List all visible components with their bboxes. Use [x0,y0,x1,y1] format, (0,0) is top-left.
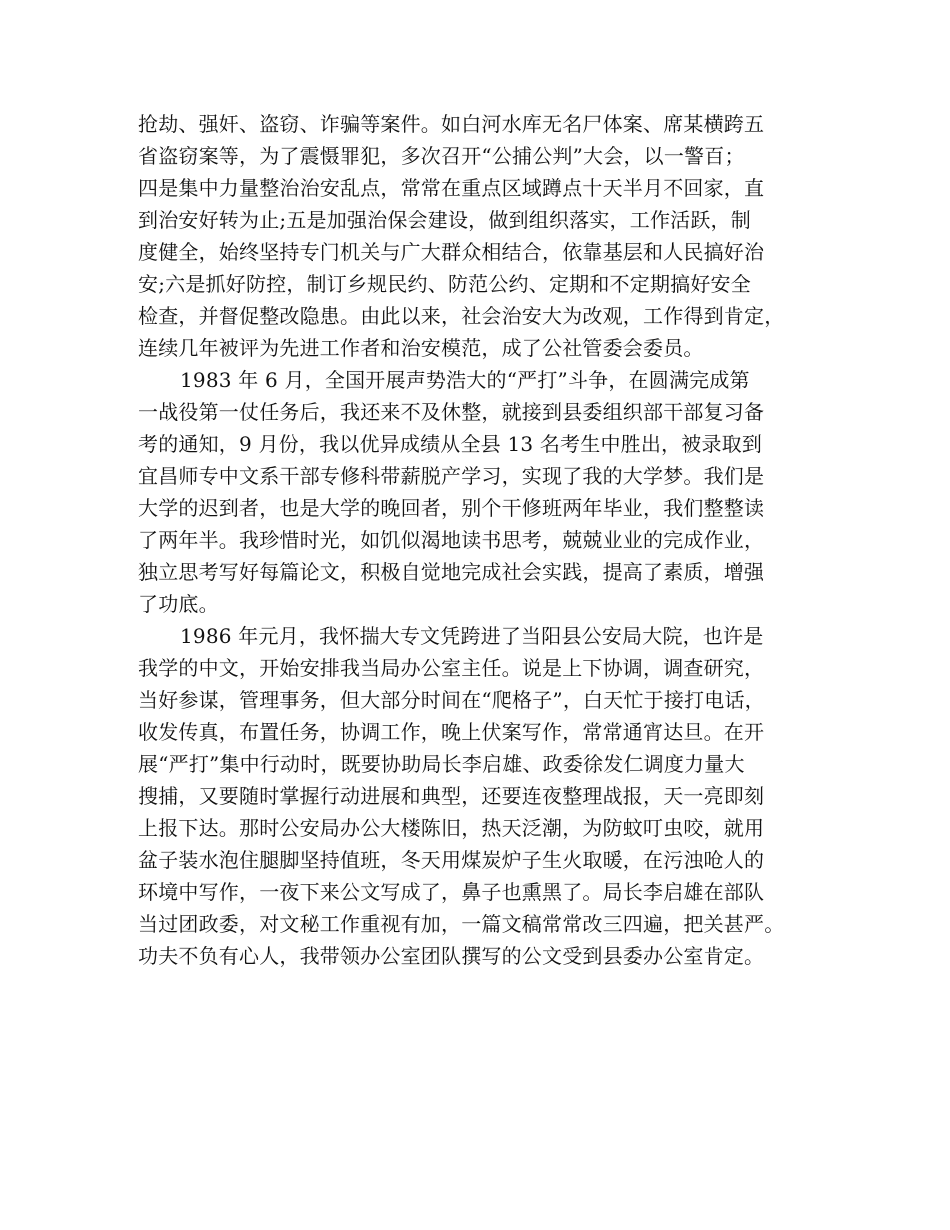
text-line: 当过团政委，对文秘工作重视有加，一篇文稿常常改三四遍，把关甚严。 [138,912,785,936]
text-line: 了功底。 [138,592,219,616]
text-line: 连续几年被评为先进工作者和治安模范，成了公社管委会委员。 [138,336,704,360]
text-line: 安;六是抓好防控，制订乡规民约、防范公约、定期和不定期搞好安全 [138,272,751,296]
text-line: 了两年半。我珍惜时光，如饥似渴地读书思考，兢兢业业的完成作业， [138,528,765,552]
text-line: 四是集中力量整治治安乱点，常常在重点区域蹲点十天半月不回家，直 [138,176,765,200]
paragraph [138,620,838,972]
text-line: 一战役第一仗任务后，我还来不及休整，就接到县委组织部干部复习备 [138,400,765,424]
paragraph [138,108,838,364]
text-line: 环境中写作，一夜下来公文写成了，鼻子也熏黑了。局长李启雄在部队 [138,880,765,904]
text-line: 宜昌师专中文系干部专修科带薪脱产学习，实现了我的大学梦。我们是 [138,464,765,488]
text-line: 当好参谋，管理事务，但大部分时间在“爬格子”，白天忙于接打电话， [138,688,765,712]
text-line: 我学的中文，开始安排我当局办公室主任。说是上下协调，调查研究， [138,656,765,680]
text-line: 抢劫、强奸、盗窃、诈骗等案件。如白河水库无名尸体案、席某横跨五 [138,112,765,136]
text-line: 考的通知，9 月份，我以优异成绩从全县 13 名考生中胜出，被录取到 [138,432,763,456]
text-line: 度健全，始终坚持专门机关与广大群众相结合，依靠基层和人民搞好治 [138,240,765,264]
text-line: 独立思考写好每篇论文，积极自觉地完成社会实践，提高了素质，增强 [138,560,765,584]
text-line: 大学的迟到者，也是大学的晚回者，别个干修班两年毕业，我们整整读 [138,496,765,520]
text-line: 省盗窃案等，为了震慑罪犯，多次召开“公捕公判”大会，以一警百； [138,144,745,168]
text-line: 搜捕，又要随时掌握行动进展和典型，还要连夜整理战报，天一亮即刻 [138,784,765,808]
text-line: 收发传真，布置任务，协调工作，晚上伏案写作，常常通宵达旦。在开 [138,720,765,744]
text-line: 1983 年 6 月，全国开展声势浩大的“严打”斗争，在圆满完成第 [180,368,750,392]
text-line: 到治安好转为止;五是加强治保会建设，做到组织落实，工作活跃，制 [138,208,751,232]
text-line: 盆子装水泡住腿脚坚持值班，冬天用煤炭炉子生火取暖，在污浊呛人的 [138,848,765,872]
text-line: 1986 年元月，我怀揣大专文凭跨进了当阳县公安局大院，也许是 [180,624,764,648]
text-line: 检查，并督促整改隐患。由此以来，社会治安大为改观，工作得到肯定， [138,304,785,328]
text-line: 展“严打”集中行动时，既要协助局长李启雄、政委徐发仁调度力量大 [138,752,745,776]
text-line: 功夫不负有心人，我带领办公室团队撰写的公文受到县委办公室肯定。 [138,944,765,968]
text-line: 上报下达。那时公安局办公大楼陈旧，热天泛潮，为防蚊叮虫咬，就用 [138,816,765,840]
paragraph [138,364,838,620]
body-text [138,108,838,972]
